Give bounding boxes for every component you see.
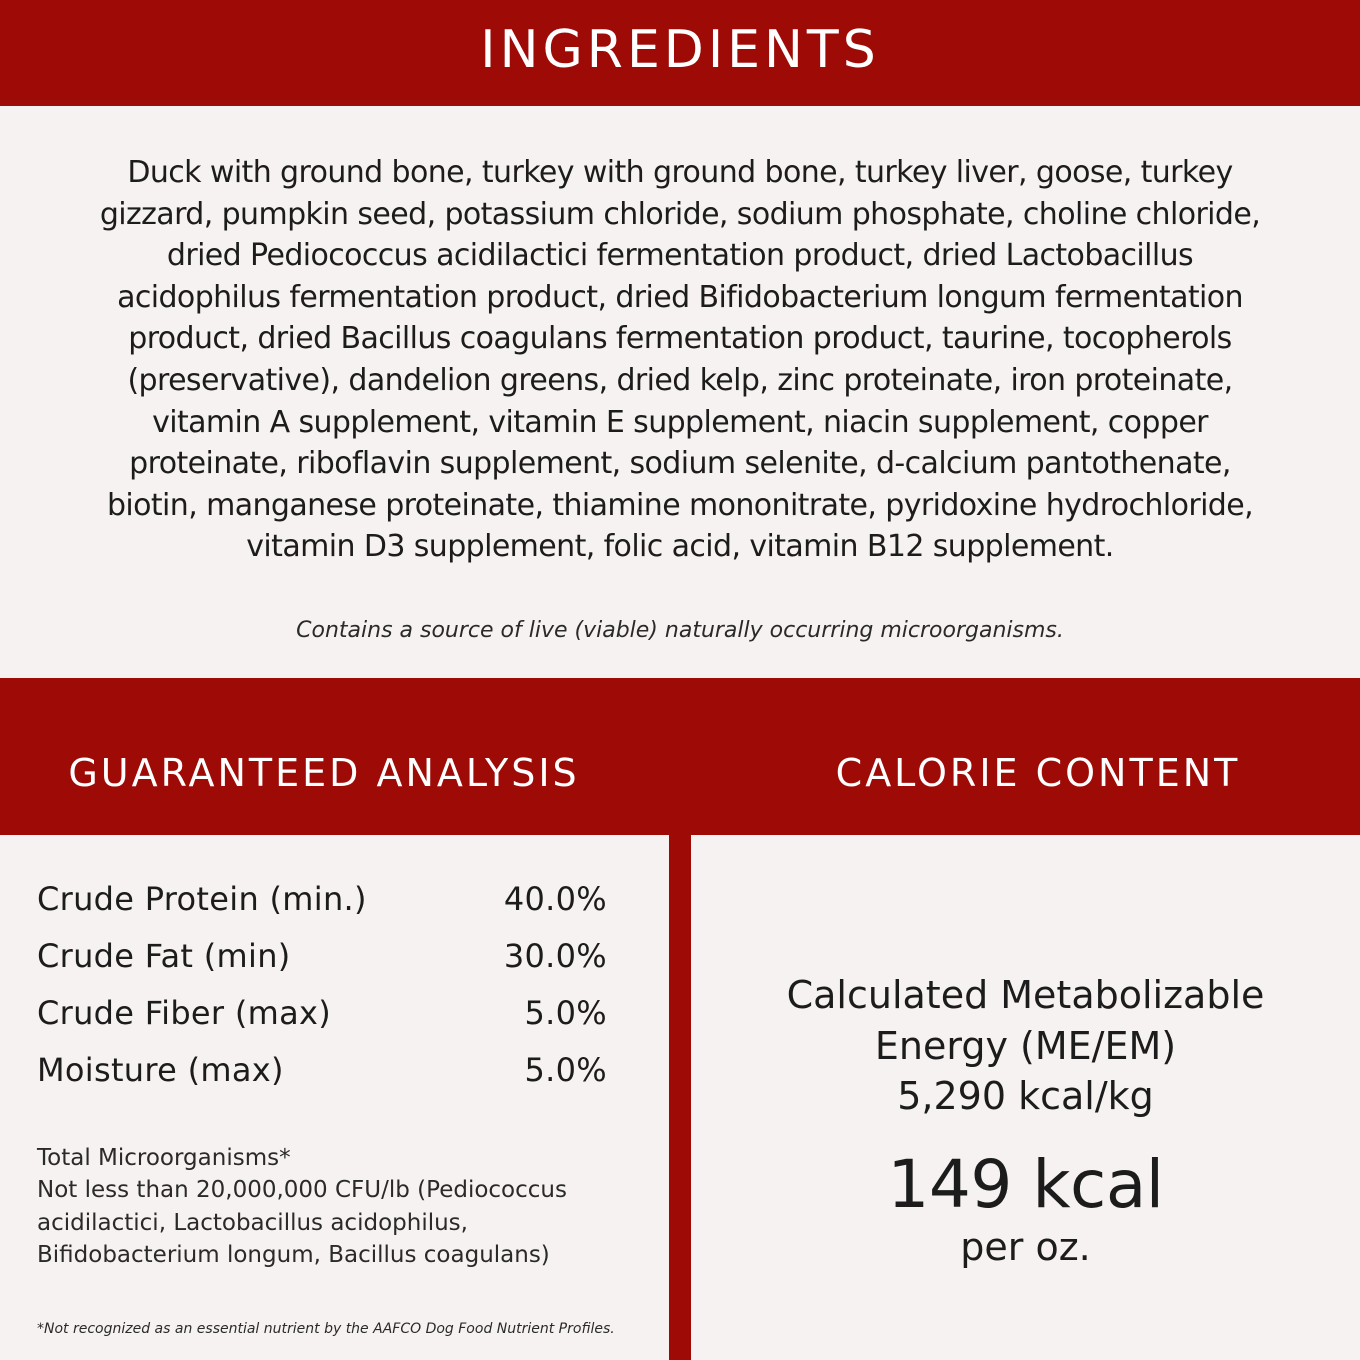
analysis-row xyxy=(37,880,607,920)
analysis-value: 40.0% xyxy=(503,880,607,918)
analysis-value: 5.0% xyxy=(524,1051,607,1089)
analysis-label: Moisture (max) xyxy=(37,1051,284,1089)
ingredients-line: proteinate, riboflavin supplement, sodium selenite, d-calcium pantothenate, xyxy=(129,446,1231,482)
section-divider xyxy=(669,835,691,1360)
ingredients-line: (preservative), dandelion greens, dried kelp, zinc proteinate, iron proteinate, xyxy=(127,362,1233,398)
microorganisms-line: acidilactici, Lactobacillus acidophilus, xyxy=(37,1209,468,1236)
ingredients-line: product, dried Bacillus coagulans fermentation product, taurine, tocopherols xyxy=(128,321,1232,357)
aafco-footnote: *Not recognized as an essential nutrient by the AAFCO Dog Food Nutrient Profiles. xyxy=(37,1321,615,1337)
analysis-value: 5.0% xyxy=(524,994,607,1032)
ingredients-line: biotin, manganese proteinate, thiamine mononitrate, pyridoxine hydrochloride, xyxy=(106,487,1254,523)
microorganisms-line: Not less than 20,000,000 CFU/lb (Pediococcus xyxy=(37,1177,567,1204)
calories-per-oz-value: 149 kcal xyxy=(887,1146,1164,1223)
ingredients-line: acidophilus fermentation product, dried Bifidobacterium longum fermentation xyxy=(117,279,1243,315)
microorganism-note: Contains a source of live (viable) naturally occurring microorganisms. xyxy=(296,618,1064,643)
calorie-line: Energy (ME/EM) xyxy=(874,1023,1177,1068)
ingredients-title: INGREDIENTS xyxy=(480,20,880,80)
guaranteed-analysis-title: GUARANTEED ANALYSIS xyxy=(68,751,580,795)
microorganisms-line: Total Microorganisms* xyxy=(37,1145,291,1171)
ingredients-line: dried Pediococcus acidilactici fermentation product, dried Lactobacillus xyxy=(166,238,1194,274)
analysis-row xyxy=(37,1051,607,1091)
ingredients-line: Duck with ground bone, turkey with ground bone, turkey liver, goose, turkey xyxy=(127,155,1233,190)
metabolizable-energy xyxy=(691,970,1360,1122)
analysis-row xyxy=(37,937,607,977)
ingredients-line: gizzard, pumpkin seed, potassium chloride, sodium phosphate, choline chloride, xyxy=(99,196,1261,232)
calories-per-oz-unit: per oz. xyxy=(960,1225,1091,1269)
analysis-label: Crude Fiber (max) xyxy=(37,994,332,1032)
ingredients-line: vitamin A supplement, vitamin E supplement, niacin supplement, copper xyxy=(152,404,1208,440)
calorie-line: Calculated Metabolizable xyxy=(786,973,1265,1017)
analysis-row xyxy=(37,994,607,1034)
microorganisms-line: Bifidobacterium longum, Bacillus coagulans) xyxy=(37,1241,550,1268)
analysis-label: Crude Fat (min) xyxy=(37,937,291,975)
ingredients-list xyxy=(40,152,1320,568)
ingredients-line: vitamin D3 supplement, folic acid, vitamin B12 supplement. xyxy=(246,529,1114,565)
calorie-line: 5,290 kcal/kg xyxy=(897,1074,1154,1118)
analysis-value: 30.0% xyxy=(503,937,607,975)
calorie-content-title: CALORIE CONTENT xyxy=(835,751,1241,795)
analysis-label: Crude Protein (min.) xyxy=(37,880,367,918)
microorganisms-statement xyxy=(37,1142,657,1271)
